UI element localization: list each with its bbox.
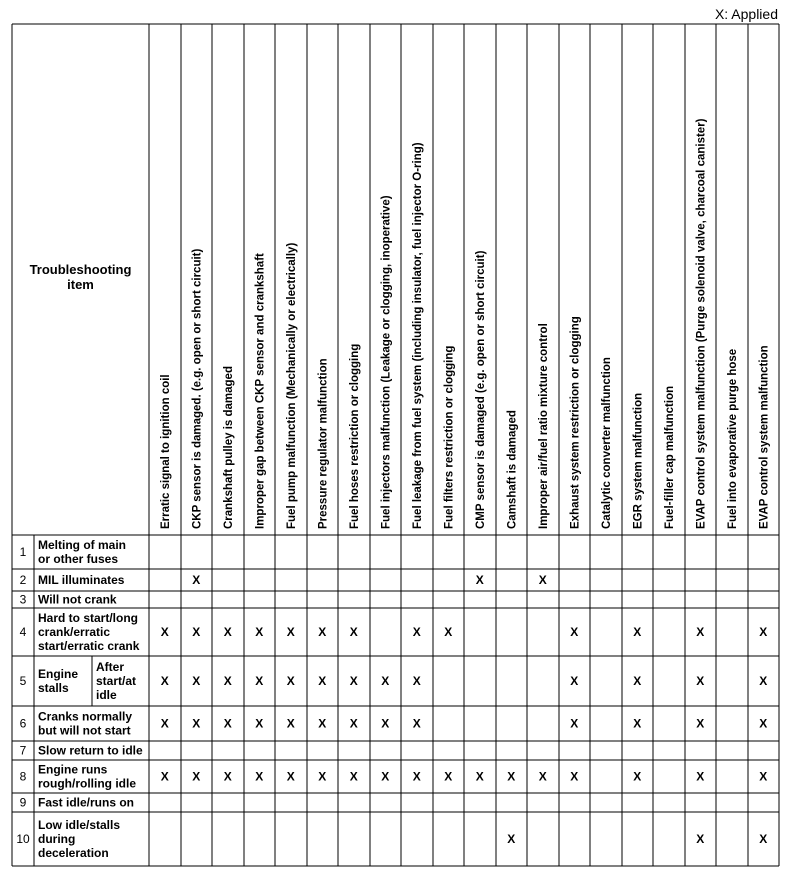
applied-mark: X xyxy=(696,832,705,846)
row-number: 6 xyxy=(19,716,27,731)
row-label-line: Cranks normally xyxy=(38,709,133,724)
applied-mark: X xyxy=(255,716,264,731)
column-header-label: EVAP control system malfunction (Purge solenoid valve, charcoal canister) xyxy=(695,118,708,529)
column-header-label: Camshaft is damaged xyxy=(506,410,519,529)
applied-mark: X xyxy=(192,573,201,587)
column-header-label: Exhaust system restriction or clogging xyxy=(569,316,582,529)
table-header xyxy=(30,118,771,529)
row-label-line: rough/rolling idle xyxy=(38,776,136,791)
applied-mark: X xyxy=(223,674,232,688)
column-header-label: Fuel leakage from fuel system (including insulator, fuel injector O-ring) xyxy=(411,142,424,529)
column-header-label: CMP sensor is damaged (e.g. open or short circuit) xyxy=(474,250,487,529)
column-header-label: Fuel hoses restriction or clogging xyxy=(348,343,361,529)
column-header-label: EGR system malfunction xyxy=(632,392,645,529)
applied-mark: X xyxy=(223,769,232,784)
row-label-line: Engine xyxy=(38,667,79,681)
applied-mark: X xyxy=(538,573,547,587)
applied-mark: X xyxy=(318,716,327,731)
applied-mark: X xyxy=(633,769,642,784)
applied-mark: X xyxy=(759,716,768,731)
row-label-line: or other fuses xyxy=(38,552,119,566)
applied-mark: X xyxy=(696,716,705,731)
column-header-label: Pressure regulator malfunction xyxy=(317,358,330,529)
row-label-line: Will not crank xyxy=(38,592,117,607)
column-header-label: EVAP control system malfunction xyxy=(758,345,771,529)
column-header-label: Improper gap between CKP sensor and crankshaft xyxy=(254,253,267,529)
applied-mark: X xyxy=(570,674,579,688)
row-number: 1 xyxy=(19,545,27,559)
applied-mark: X xyxy=(633,674,642,688)
applied-mark: X xyxy=(633,625,642,639)
applied-mark: X xyxy=(475,573,484,587)
applied-mark: X xyxy=(381,716,390,731)
row-number: 8 xyxy=(19,769,27,784)
applied-mark: X xyxy=(507,832,516,846)
row-label-line: Melting of main xyxy=(38,538,126,552)
column-header-label: Fuel pump malfunction (Mechanically or electrically) xyxy=(285,242,298,529)
applied-mark: X xyxy=(381,769,390,784)
applied-mark: X xyxy=(160,625,169,639)
applied-mark: X xyxy=(759,674,768,688)
applied-mark: X xyxy=(286,674,295,688)
column-header-label: Fuel injectors malfunction (Leakage or clogging, inoperative) xyxy=(380,195,393,529)
applied-mark: X xyxy=(759,769,768,784)
row-label-line: Fast idle/runs on xyxy=(38,795,135,810)
row-number: 3 xyxy=(19,592,27,607)
applied-mark: X xyxy=(255,674,264,688)
row-label-line: idle xyxy=(96,688,117,702)
row-number: 4 xyxy=(19,625,27,639)
row-number: 2 xyxy=(19,573,27,587)
row-label-line: stalls xyxy=(38,681,69,695)
applied-mark: X xyxy=(349,625,358,639)
row-label-line: start/erratic crank xyxy=(38,639,140,653)
row-label-line: Hard to start/long xyxy=(38,611,139,625)
applied-mark: X xyxy=(759,832,768,846)
applied-mark: X xyxy=(192,769,201,784)
applied-mark: X xyxy=(160,674,169,688)
applied-mark: X xyxy=(318,674,327,688)
applied-mark: X xyxy=(444,769,453,784)
applied-mark: X xyxy=(444,625,453,639)
row-number: 10 xyxy=(16,832,30,846)
applied-mark: X xyxy=(412,769,421,784)
row-label-line: deceleration xyxy=(38,846,109,860)
column-header-label: Catalytic converter malfunction xyxy=(600,357,613,529)
column-header-label: Fuel filters restriction or clogging xyxy=(443,345,456,529)
row-label-line: but will not start xyxy=(38,723,131,738)
row-label-line: start/at xyxy=(96,674,137,688)
column-header-label: CKP sensor is damaged. (e.g. open or short circuit) xyxy=(191,248,204,529)
applied-mark: X xyxy=(223,716,232,731)
row-label-line: crank/erratic xyxy=(38,625,111,639)
applied-mark: X xyxy=(570,625,579,639)
applied-mark: X xyxy=(192,674,201,688)
applied-mark: X xyxy=(160,716,169,731)
header-title-line: item xyxy=(67,277,94,292)
row-number: 7 xyxy=(19,743,27,758)
applied-mark: X xyxy=(255,769,264,784)
column-header-label: Erratic signal to ignition coil xyxy=(159,374,172,529)
row-number: 5 xyxy=(19,674,27,688)
applied-mark: X xyxy=(412,674,421,688)
column-header-label: Fuel-filler cap malfunction xyxy=(663,385,676,529)
row-label-line: MIL illuminates xyxy=(38,573,125,587)
applied-mark: X xyxy=(475,769,484,784)
applied-mark: X xyxy=(286,625,295,639)
applied-mark: X xyxy=(507,769,516,784)
legend-applied: X: Applied xyxy=(714,6,778,22)
row-label-line: Engine runs xyxy=(38,762,108,777)
applied-mark: X xyxy=(633,716,642,731)
applied-mark: X xyxy=(192,716,201,731)
applied-mark: X xyxy=(381,674,390,688)
row-number: 9 xyxy=(19,795,27,810)
applied-mark: X xyxy=(412,716,421,731)
applied-mark: X xyxy=(286,769,295,784)
applied-mark: X xyxy=(349,674,358,688)
applied-mark: X xyxy=(349,716,358,731)
applied-mark: X xyxy=(696,769,705,784)
column-header-label: Fuel into evaporative purge hose xyxy=(726,348,739,529)
applied-mark: X xyxy=(349,769,358,784)
applied-mark: X xyxy=(192,625,201,639)
applied-mark: X xyxy=(318,769,327,784)
applied-mark: X xyxy=(223,625,232,639)
applied-mark: X xyxy=(570,769,579,784)
applied-mark: X xyxy=(696,625,705,639)
applied-mark: X xyxy=(160,769,169,784)
applied-mark: X xyxy=(286,716,295,731)
row-label-line: Slow return to idle xyxy=(38,743,143,758)
applied-mark: X xyxy=(412,625,421,639)
header-title-line: Troubleshooting xyxy=(29,262,132,277)
applied-mark: X xyxy=(759,625,768,639)
applied-mark: X xyxy=(570,716,579,731)
applied-mark: X xyxy=(538,769,547,784)
column-header-label: Improper air/fuel ratio mixture control xyxy=(537,323,550,529)
row-label-line: during xyxy=(38,832,76,846)
applied-mark: X xyxy=(255,625,264,639)
row-label-line: After xyxy=(96,660,125,674)
row-label-line: Low idle/stalls xyxy=(38,818,121,832)
applied-mark: X xyxy=(696,674,705,688)
applied-mark: X xyxy=(318,625,327,639)
column-header-label: Crankshaft pulley is damaged xyxy=(222,366,235,529)
